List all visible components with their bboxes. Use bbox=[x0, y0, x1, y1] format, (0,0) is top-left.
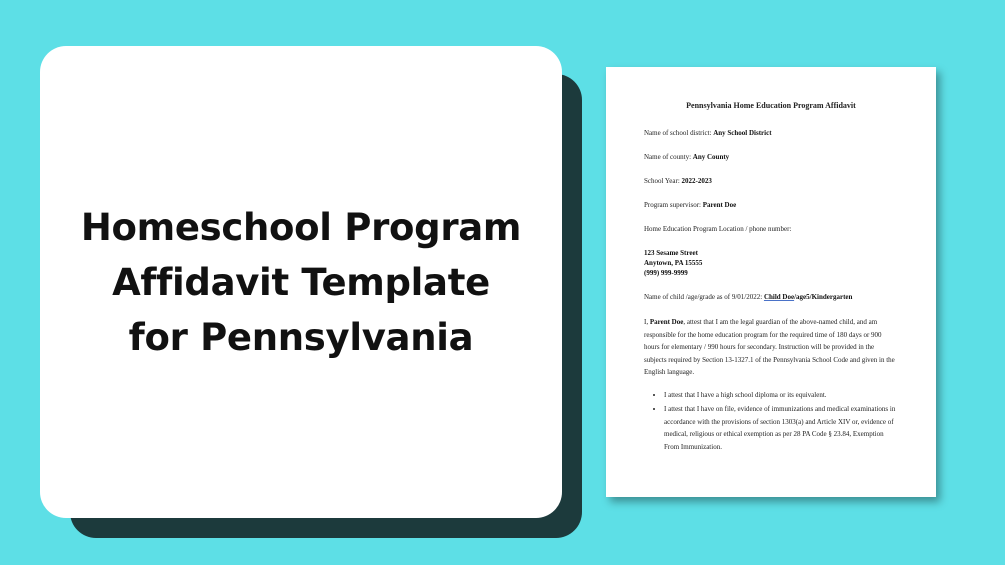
attest-intro: I, bbox=[644, 318, 649, 326]
address-phone: (999) 999-9999 bbox=[644, 269, 688, 277]
school-district-line bbox=[644, 128, 898, 138]
address-street: 123 Sesame Street bbox=[644, 249, 698, 257]
attestation-list bbox=[644, 389, 898, 454]
county-label: Name of county: bbox=[644, 153, 692, 161]
supervisor-label: Program supervisor: bbox=[644, 201, 701, 209]
card-title-line-1: Homeschool Program bbox=[80, 205, 522, 249]
child-name: Child Doe bbox=[763, 293, 795, 301]
child-age-grade: /age5/Kindergarten bbox=[794, 293, 853, 301]
child-label: Name of child /age/grade as of 9/01/2022: bbox=[644, 293, 763, 301]
school-year-label: School Year: bbox=[644, 177, 680, 185]
list-item: • I attest that I have on file, evidence of immunizations and medical examinations in accordance with the provisions of section 1303(a) and Article XIV or, evidence of medical, religious or ethical exemption as per 28 PA Code § 23.84, Exemption From Immunization. bbox=[664, 403, 898, 453]
county-line bbox=[644, 152, 898, 162]
school-district-label: Name of school district: bbox=[644, 129, 712, 137]
card-title bbox=[81, 200, 521, 365]
school-district-value: Any School District bbox=[713, 129, 772, 137]
card-title-line-2: Affidavit Template bbox=[112, 260, 490, 304]
address-block bbox=[644, 248, 898, 278]
county-value: Any County bbox=[692, 153, 730, 161]
attest-name: Parent Doe bbox=[649, 318, 684, 326]
supervisor-line bbox=[644, 200, 898, 210]
list-item: • I attest that I have a high school diploma or its equivalent. bbox=[664, 389, 898, 402]
title-card bbox=[40, 46, 562, 518]
school-year-line bbox=[644, 176, 898, 186]
address-city: Anytown, PA 15555 bbox=[644, 259, 703, 267]
affidavit-document bbox=[606, 67, 936, 497]
child-line bbox=[644, 292, 898, 302]
location-label: Home Education Program Location / phone number: bbox=[644, 225, 792, 233]
attestation-paragraph bbox=[644, 316, 898, 379]
document-title: Pennsylvania Home Education Program Affidavit bbox=[686, 101, 856, 110]
card-title-line-3: for Pennsylvania bbox=[128, 315, 474, 359]
attest-text: , attest that I am the legal guardian of the above-named child, and am responsible for the home education program for the required time of 180 days or 900 hours for elementary / 990 hours for secondary. Instruction will be provided in the subjects required by Section 13-1327.1 of the Pennsylvania School Code and given in the English language. bbox=[644, 318, 895, 376]
school-year-value: 2022-2023 bbox=[681, 177, 712, 185]
supervisor-value: Parent Doe bbox=[702, 201, 737, 209]
